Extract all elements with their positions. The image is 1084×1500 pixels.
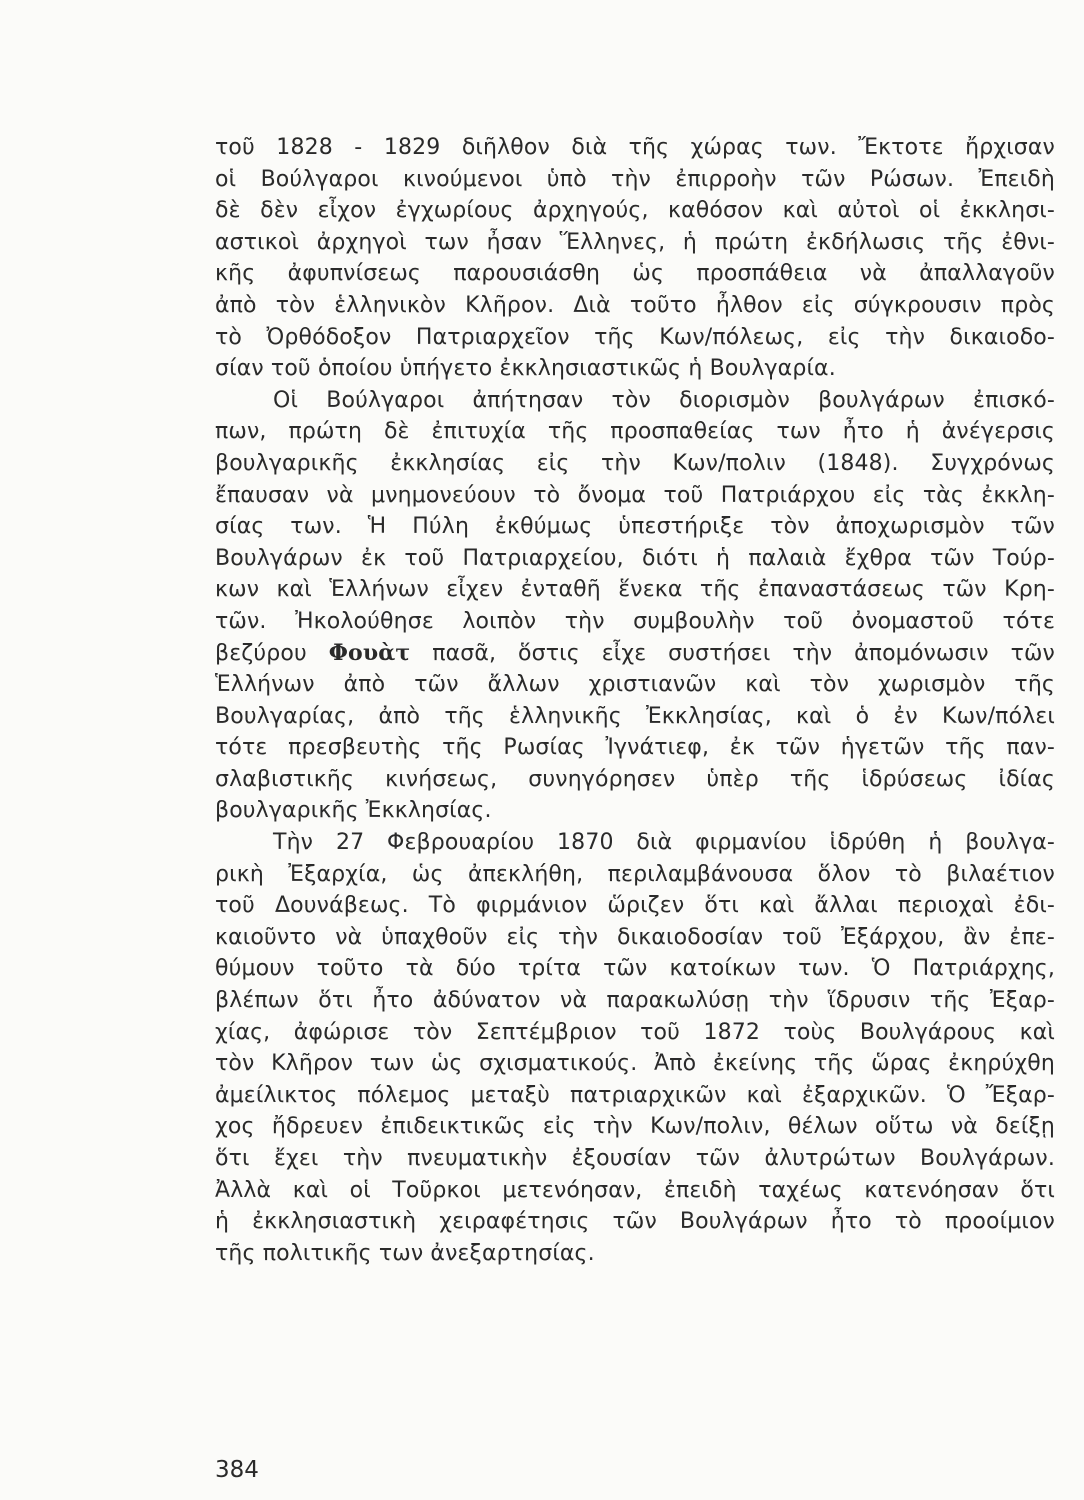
text-line: Ἑλλήνων ἀπὸ τῶν ἄλλων χριστιανῶν καὶ τὸν χωρισμὸν τῆς	[215, 672, 1055, 698]
text-line: σίαν τοῦ ὁποίου ὑπήγετο ἐκκλησιαστικῶς ἡ Βουλγαρία.	[215, 356, 836, 382]
text-line: βουλγαρικῆς Ἐκκλησίας.	[215, 798, 492, 824]
body-text	[215, 132, 1055, 1269]
page-number: 384	[215, 1457, 259, 1483]
text-fragment: βεζύρου	[215, 640, 329, 666]
text-line: πων, πρώτη δὲ ἐπιτυχία τῆς προσπαθείας των ἦτο ἡ ἀνέγερσις	[215, 419, 1055, 445]
text-line: τὸν Κλῆρον των ὡς σχισματικούς. Ἀπὸ ἐκείνης τῆς ὥρας ἐκηρύχθη	[215, 1051, 1055, 1077]
text-line: χος ἤδρευεν ἐπιδεικτικῶς εἰς τὴν Κων/πολιν, θέλων οὕτω νὰ δείξῃ	[215, 1114, 1055, 1140]
text-line: τοῦ Δουνάβεως. Τὸ φιρμάνιον ὥριζεν ὅτι καὶ ἄλλαι περιοχαὶ ἐδι-	[215, 893, 1055, 919]
bold-name: Φουὰτ	[328, 639, 411, 666]
text-line: Τὴν 27 Φεβρουαρίου 1870 διὰ φιρμανίου ἱδρύθη ἡ βουλγα-	[273, 830, 1055, 856]
text-line: οἱ Βούλγαροι κινούμενοι ὑπὸ τὴν ἐπιρροὴν τῶν Ρώσων. Ἐπειδὴ	[215, 166, 1055, 192]
paragraph-3	[215, 827, 1055, 1269]
text-line: ἡ ἐκκλησιαστικὴ χειραφέτησις τῶν Βουλγάρων ἦτο τὸ προοίμιον	[215, 1209, 1055, 1235]
text-line-with-name	[215, 638, 1055, 670]
text-line: αστικοὶ ἀρχηγοὶ των ἦσαν Ἕλληνες, ἡ πρώτη ἐκδήλωσις τῆς ἐθνι-	[215, 229, 1055, 255]
text-line: χίας, ἀφώρισε τὸν Σεπτέμβριον τοῦ 1872 τοὺς Βουλγάρους καὶ	[215, 1019, 1055, 1045]
text-fragment: πασᾶ, ὅστις εἶχε συστήσει τὴν ἀπομόνωσιν τῶν	[410, 640, 1055, 666]
text-line: δὲ δὲν εἶχον ἐγχωρίους ἀρχηγούς, καθόσον καὶ αὐτοὶ οἱ ἐκκλησι-	[215, 198, 1055, 224]
text-line: Βουλγάρων ἐκ τοῦ Πατριαρχείου, διότι ἡ παλαιὰ ἔχθρα τῶν Τούρ-	[215, 545, 1055, 571]
text-line: κῆς ἀφυπνίσεως παρουσιάσθη ὡς προσπάθεια νὰ ἀπαλλαγοῦν	[215, 261, 1055, 287]
text-line: ὅτι ἔχει τὴν πνευματικὴν ἐξουσίαν τῶν ἀλυτρώτων Βουλγάρων.	[215, 1146, 1055, 1171]
text-line: σίας των. Ἡ Πύλη ἐκθύμως ὑπεστήριξε τὸν ἀποχωρισμὸν τῶν	[215, 514, 1055, 540]
text-line: Οἱ Βούλγαροι ἀπήτησαν τὸν διορισμὸν βουλγάρων ἐπισκό-	[273, 387, 1055, 413]
text-line: σλαβιστικῆς κινήσεως, συνηγόρησεν ὑπὲρ τῆς ἱδρύσεως ἰδίας	[215, 766, 1055, 792]
text-line: τῶν. Ἠκολούθησε λοιπὸν τὴν συμβουλὴν τοῦ ὀνομαστοῦ τότε	[215, 608, 1055, 634]
text-line: τοῦ 1828 - 1829 διῆλθον διὰ τῆς χώρας των. Ἔκτοτε ἤρχισαν	[215, 135, 1055, 160]
text-line: Βουλγαρίας, ἀπὸ τῆς ἑλληνικῆς Ἐκκλησίας, καὶ ὁ ἐν Κων/πόλει	[215, 703, 1055, 729]
text-line: ἀμείλικτος πόλεμος μεταξὺ πατριαρχικῶν καὶ ἐξαρχικῶν. Ὁ Ἔξαρ-	[215, 1082, 1055, 1108]
text-line: βουλγαρικῆς ἐκκλησίας εἰς τὴν Κων/πολιν (1848). Συγχρόνως	[215, 450, 1055, 476]
text-line: τὸ Ὀρθόδοξον Πατριαρχεῖον τῆς Κων/πόλεως, εἰς τὴν δικαιοδο-	[215, 324, 1055, 350]
paragraph-2	[215, 385, 1055, 827]
text-line: ρικὴ Ἐξαρχία, ὡς ἀπεκλήθη, περιλαμβάνουσα ὅλον τὸ βιλαέτιον	[215, 861, 1055, 887]
text-line: Ἀλλὰ καὶ οἱ Τοῦρκοι μετενόησαν, ἐπειδὴ ταχέως κατενόησαν ὅτι	[215, 1177, 1055, 1203]
text-line: κων καὶ Ἑλλήνων εἶχεν ἐνταθῆ ἕνεκα τῆς ἐπαναστάσεως τῶν Κρη-	[215, 577, 1055, 603]
text-line: ἔπαυσαν νὰ μνημονεύουν τὸ ὄνομα τοῦ Πατριάρχου εἰς τὰς ἐκκλη-	[215, 482, 1055, 508]
text-line: θύμουν τοῦτο τὰ δύο τρίτα τῶν κατοίκων των. Ὁ Πατριάρχης,	[215, 956, 1055, 982]
text-line: καιοῦντο νὰ ὑπαχθοῦν εἰς τὴν δικαιοδοσίαν τοῦ Ἐξάρχου, ἂν ἐπε-	[215, 924, 1055, 950]
text-line: ἀπὸ τὸν ἑλληνικὸν Κλῆρον. Διὰ τοῦτο ἦλθον εἰς σύγκρουσιν πρὸς	[215, 292, 1055, 318]
text-line: τότε πρεσβευτὴς τῆς Ρωσίας Ἰγνάτιεφ, ἐκ τῶν ἡγετῶν τῆς παν-	[215, 735, 1055, 761]
paragraph-1	[215, 132, 1055, 385]
text-line: τῆς πολιτικῆς των ἀνεξαρτησίας.	[215, 1240, 595, 1266]
text-line: βλέπων ὅτι ἦτο ἀδύνατον νὰ παρακωλύσῃ τὴν ἵδρυσιν τῆς Ἐξαρ-	[215, 988, 1055, 1014]
